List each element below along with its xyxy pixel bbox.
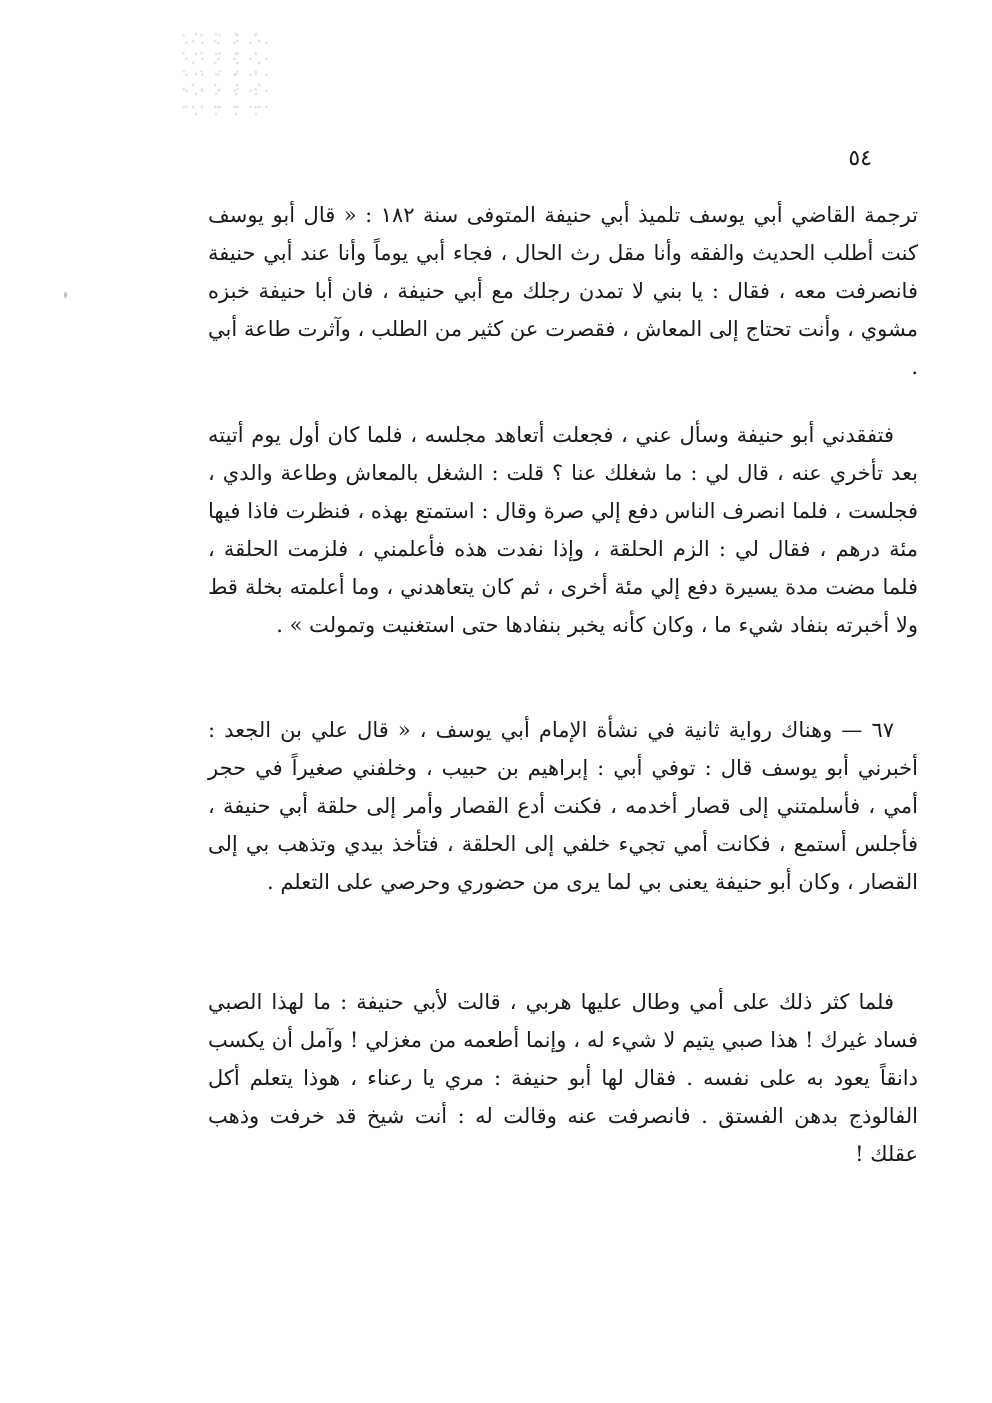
page-number: ٥٤ xyxy=(848,146,872,171)
paragraph-4: فلما كثر ذلك على أمي وطال عليها هربي ، قالت لأبي حنيفة : ما لهذا الصبي فساد غيرك ! هذا صبي يتيم لا شيء له ، وإنما أطعمه من مغزلي ! وآمل أن يكسب دانقاً يعود به على نفسه . فقال لها أبو حنيفة : مري يا رعناء ، هوذا يتعلم أكل الفالوذج بدهن الفستق . فانصرفت عنه وقالت له : أنت شيخ قد خرفت وذهب عقلك ! xyxy=(208,990,918,1166)
paragraph-1: ترجمة القاضي أبي يوسف تلميذ أبي حنيفة المتوفى سنة ١٨٢ : « قال أبو يوسف كنت أطلب الحديث والفقه وأنا مقل رث الحال ، فجاء أبي يوماً وأنا عند أبي حنيفة فانصرفت معه ، فقال : يا بني لا تمدن رجلك مع أبي حنيفة ، فان أبا حنيفة خبزه مشوي ، وأنت تحتاج إلى المعاش ، فقصرت عن كثير من الطلب ، وآثرت طاعة أبي . xyxy=(208,203,918,379)
paragraph-3: ٦٧ — وهناك رواية ثانية في نشأة الإمام أبي يوسف ، « قال علي بن الجعد : أخبرني أبو يوسف قال : توفي أبي : إبراهيم بن حبيب ، وخلفني صغيراً في حجر أمي ، فأسلمتني إلى قصار أخدمه ، فكنت أدع القصار وأمر إلى حلقة أبي حنيفة ، فأجلس أستمع ، فكانت أمي تجيء خلفي إلى الحلقة ، فتأخذ بيدي وتذهب بي إلى القصار ، وكان أبو حنيفة يعنى بي لما يرى من حضوري وحرصي على التعلم . xyxy=(208,718,918,894)
scan-noise xyxy=(180,30,270,120)
paragraph-2: فتفقدني أبو حنيفة وسأل عني ، فجعلت أتعاهد مجلسه ، فلما كان أول يوم أتيته بعد تأخري عنه ، قال لي : ما شغلك عنا ؟ قلت : الشغل بالمعاش وطاعة والدي ، فجلست ، فلما انصرف الناس دفع إلي صرة وقال : استمتع بهذه ، فنظرت فاذا فيها مئة درهم ، فقال لي : الزم الحلقة ، وإذا نفدت هذه فأعلمني ، فلزمت الحلقة ، فلما مضت مدة يسيرة دفع إلي مئة أخرى ، ثم كان يتعاهدني ، وما أعلمته بخلة قط ولا أخبرته بنفاد شيء ما ، وكان كأنه يخبر بنفادها حتى استغنيت وتمولت » . xyxy=(208,423,918,637)
scan-speck xyxy=(64,292,67,298)
